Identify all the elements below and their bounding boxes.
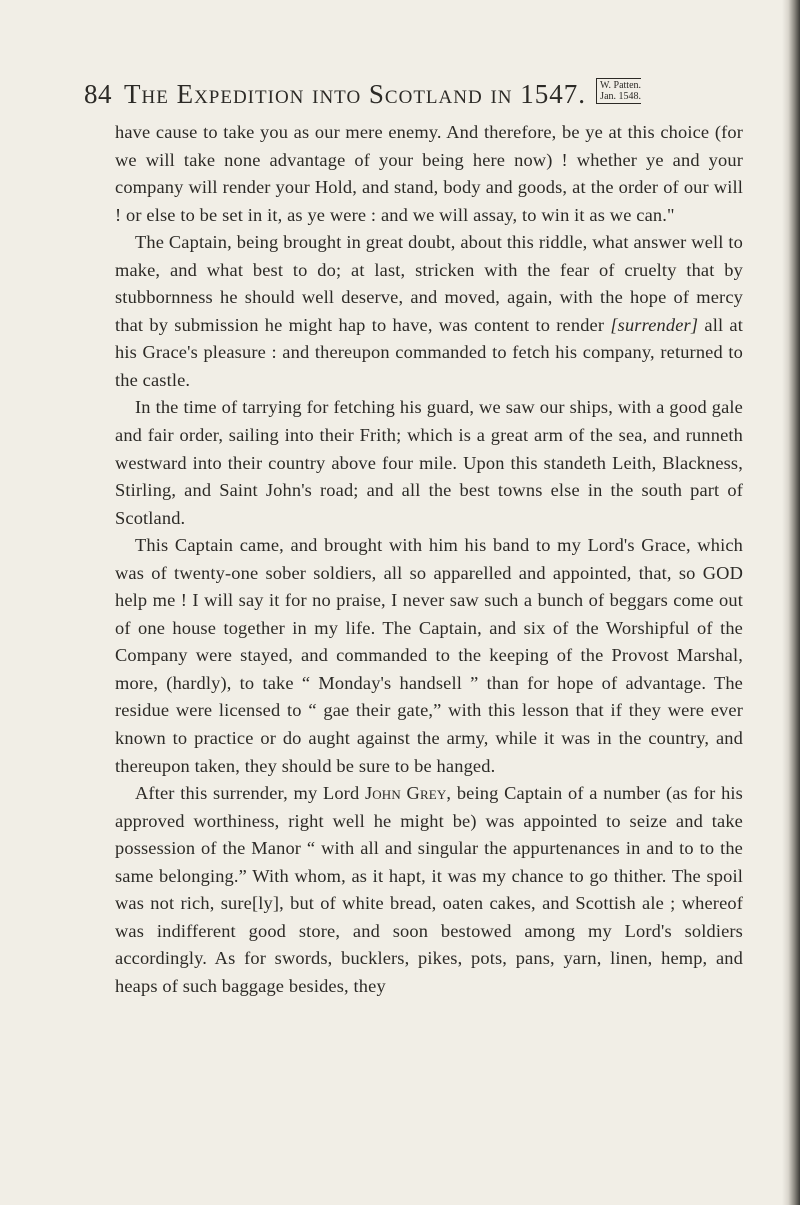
binding-edge: [782, 0, 800, 1205]
running-head: [84, 78, 774, 118]
paragraph-1: have cause to take you as our mere enemy. And therefore, be ye at this choice (for we will take none advantage of your being here now) ! whether ye and your company will render your Hold, and stand, body and goods, at the order of our will ! or else to be set in it, as ye were : and we will assay, to win it as we can.": [115, 122, 743, 225]
paragraph-5-name: John Grey: [364, 783, 447, 804]
page-number: 84: [84, 79, 112, 109]
paragraph-5: [115, 780, 743, 1000]
paragraph-2-text-before: The Captain, being brought in great doubt, about this riddle, what answer well to make, and what best to do; at last, stricken with the fear of cruelty that by stubbornness he should well deserve, and moved, again, with the hope of mercy that by submission he might hap to have, was content to render: [115, 232, 743, 335]
body-text: [115, 119, 743, 1001]
paragraph-5-text-after: , being Captain of a number (as for his approved worthiness, right well he might be) was appointed to seize and take possession of the Manor “ with all and singular the appurtenances in and to to the same belonging.” With whom, as it hapt, it was my chance to go thither. The spoil was not rich, sure[ly], but of white bread, oaten cakes, and Scottish ale ; whereof was indifferent good store, and soon bestowed among my Lord's soldiers accordingly. As for swords, bucklers, pikes, pots, pans, yarn, linen, hemp, and heaps of such baggage besides, they: [115, 783, 743, 996]
paragraph-5-text-before: After this surrender, my Lord: [135, 783, 365, 804]
running-title: The Expedition into Scotland in 1547.: [124, 79, 586, 109]
paragraph-3: In the time of tarrying for fetching his guard, we saw our ships, with a good gale and fair order, sailing into their Frith; which is a great arm of the sea, and runneth westward into their country above four mile. Upon this standeth Leith, Blackness, Stirling, and Saint John's road; and all the best towns else in the south part of Scotland.: [115, 397, 743, 528]
side-note: [596, 78, 641, 104]
paragraph-4: This Captain came, and brought with him his band to my Lord's Grace, which was of twenty-one sober soldiers, all so apparelled and appointed, that, so GOD help me ! I will say it for no praise, I never saw such a bunch of beggars come out of one house together in my life. The Captain, and six of the Worshipful of the Company were stayed, and commanded to the keeping of the Provost Marshal, more, (hardly), to take “ Monday's handsell ” than for hope of advantage. The residue were licensed to “ gae their gate,” with this lesson that if they were ever known to practice or do aught against the army, while it was in the country, and thereupon taken, they should be sure to be hanged.: [115, 535, 743, 776]
paragraph-2-text-after: all at his Grace's pleasure : and thereupon commanded to fetch his company, returned to the castle.: [115, 314, 743, 390]
paragraph-2: [115, 229, 743, 394]
side-note-author: W. Patten.: [600, 80, 642, 91]
side-note-date: Jan. 1548.: [600, 91, 642, 102]
paragraph-2-gloss: [surrender]: [610, 314, 699, 335]
